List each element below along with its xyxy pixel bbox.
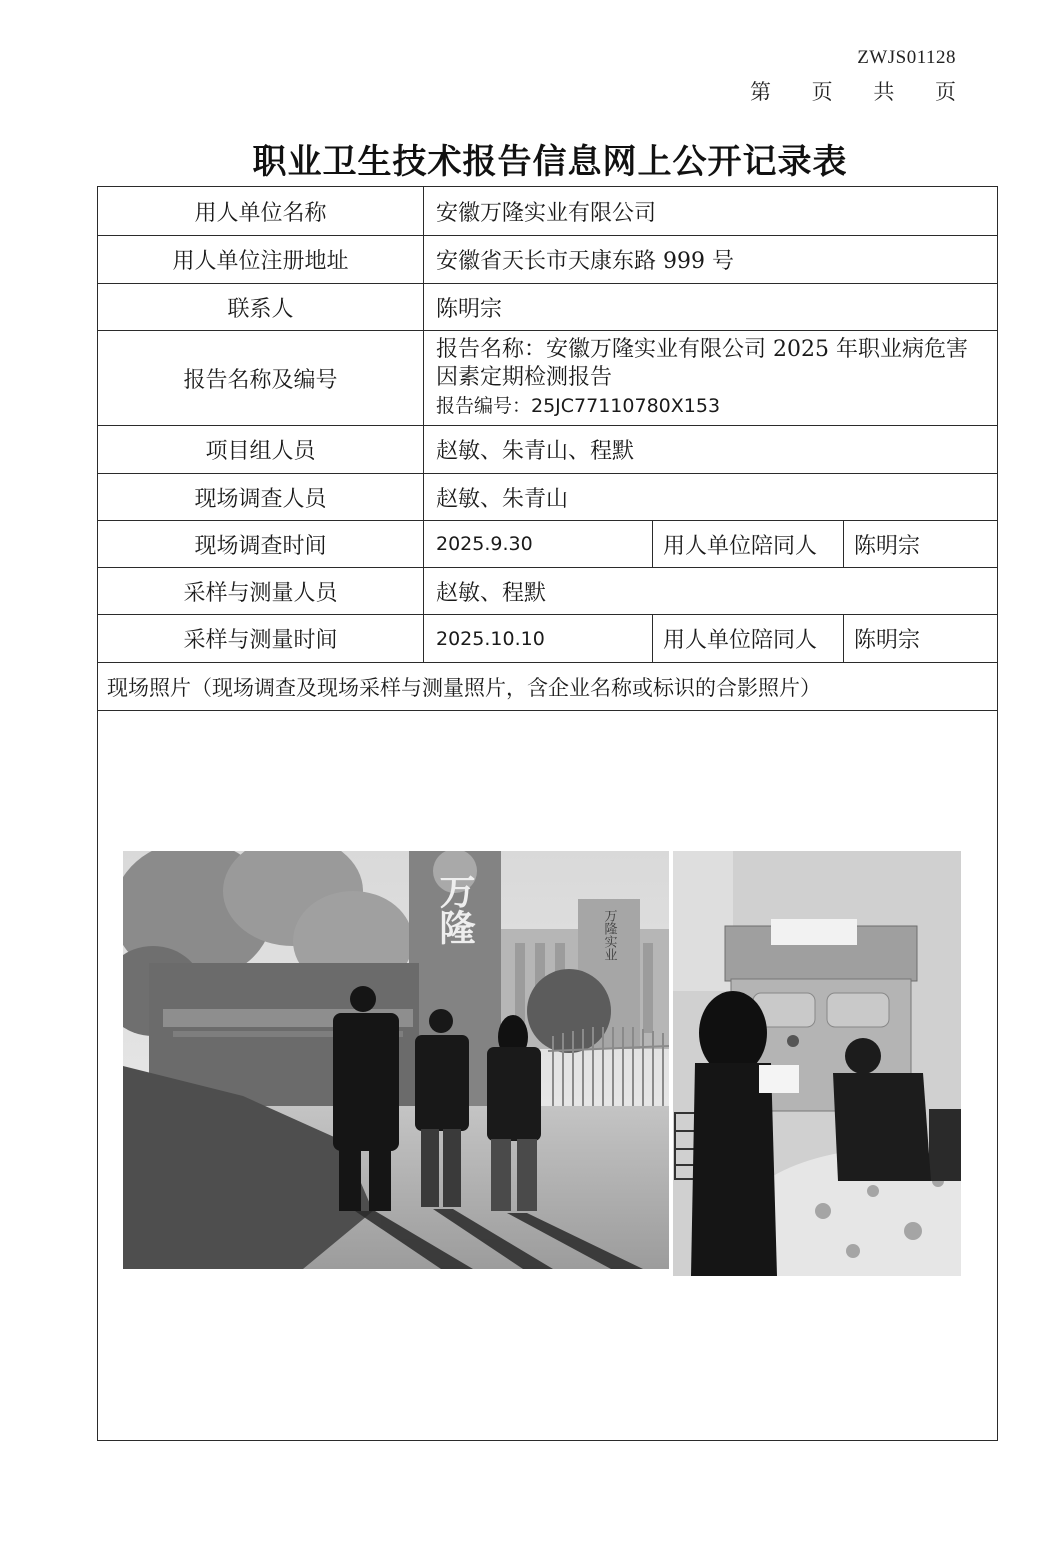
group-photo-at-gate [123, 851, 669, 1269]
row-report [98, 331, 998, 426]
record-table [97, 186, 998, 1441]
row-sampling-time [98, 615, 998, 663]
row-employer-address [98, 236, 998, 284]
tree-right [527, 969, 611, 1053]
report-value [424, 331, 998, 426]
row-survey-time [98, 521, 998, 568]
photos-cell [98, 711, 998, 1441]
survey-escort-label: 用人单位陪同人 [653, 521, 844, 568]
sampling-escort-value: 陈明宗 [844, 615, 998, 663]
paper-sheet [771, 919, 857, 945]
survey-time-value: 2025.9.30 [424, 521, 653, 568]
row-photos [98, 711, 998, 1441]
row-photos-caption [98, 663, 998, 711]
sampling-staff-value: 赵敏、程默 [424, 568, 998, 615]
report-label: 报告名称及编号 [98, 331, 424, 426]
sampling-photo [673, 851, 961, 1276]
report-number-line: 报告编号：25JC77110780X153 [436, 395, 721, 417]
row-sampling-staff [98, 568, 998, 615]
employer-name-label: 用人单位名称 [98, 187, 424, 236]
report-name-line-1: 报告名称：安徽万隆实业有限公司 2025 年职业病危害 [436, 337, 968, 362]
page-info: 第 页 共 页 [749, 80, 973, 104]
survey-time-label: 现场调查时间 [98, 521, 424, 568]
survey-staff-label: 现场调查人员 [98, 474, 424, 521]
document-title: 职业卫生技术报告信息网上公开记录表 [252, 142, 848, 182]
project-team-value: 赵敏、朱青山、程默 [424, 426, 998, 474]
employer-name-value: 安徽万隆实业有限公司 [424, 187, 998, 236]
contact-label: 联系人 [98, 284, 424, 331]
project-team-label: 项目组人员 [98, 426, 424, 474]
survey-escort-value: 陈明宗 [844, 521, 998, 568]
row-survey-staff [98, 474, 998, 521]
row-project-team [98, 426, 998, 474]
report-name-line-2: 因素定期检测报告 [436, 365, 613, 390]
contact-value: 陈明宗 [424, 284, 998, 331]
sampling-staff-label: 采样与测量人员 [98, 568, 424, 615]
clipboard [759, 1065, 799, 1093]
photos-caption: 现场照片（现场调查及现场采样与测量照片，含企业名称或标识的合影照片） [98, 663, 998, 711]
dark-object [929, 1109, 961, 1181]
row-contact [98, 284, 998, 331]
sampling-time-label: 采样与测量时间 [98, 615, 424, 663]
building-sign-text: 万隆实业 [601, 909, 617, 961]
sampling-escort-label: 用人单位陪同人 [653, 615, 844, 663]
wall-panel [673, 851, 733, 991]
row-employer-name [98, 187, 998, 236]
pillar-sign-text: 万隆 [434, 873, 476, 945]
document-code: ZWJS01128 [857, 47, 956, 68]
sampling-time-value: 2025.10.10 [424, 615, 653, 663]
employer-address-value: 安徽省天长市天康东路 999 号 [424, 236, 998, 284]
photo-area [98, 711, 997, 1439]
survey-staff-value: 赵敏、朱青山 [424, 474, 998, 521]
employer-address-label: 用人单位注册地址 [98, 236, 424, 284]
